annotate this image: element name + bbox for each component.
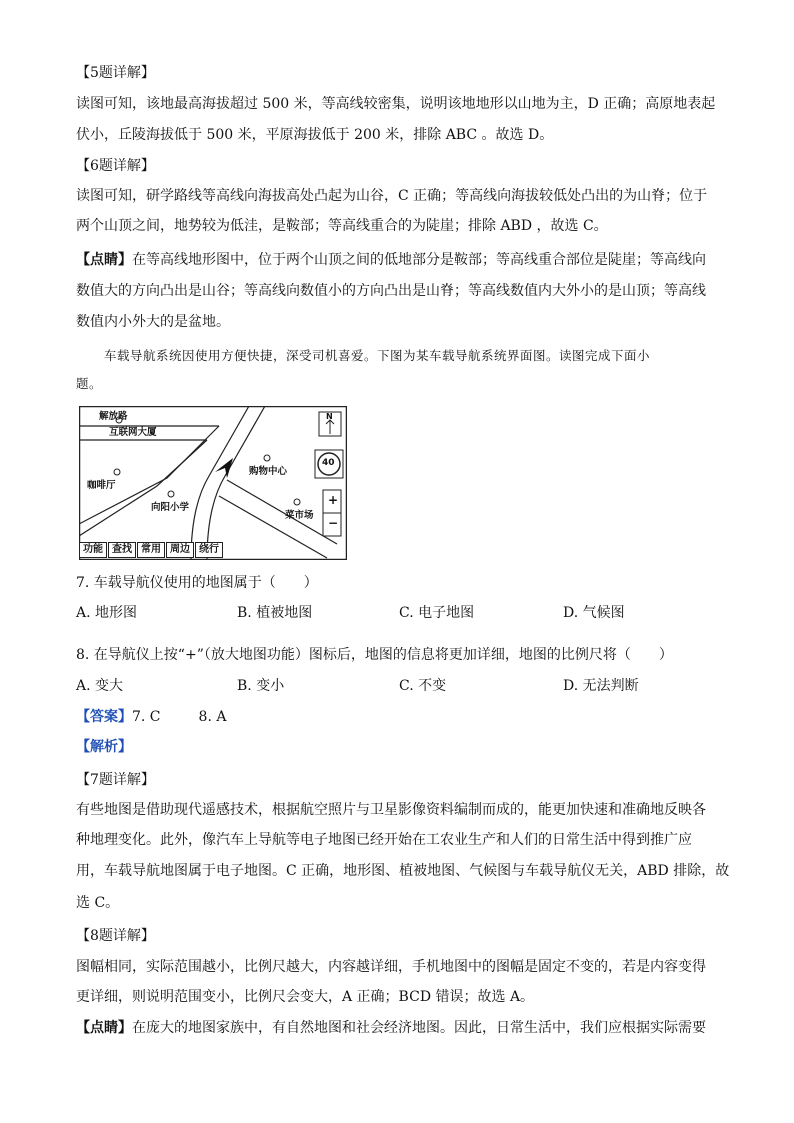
q8-option-d: D. 无法判断	[563, 678, 639, 694]
map-label-internet: 互联网大厦	[109, 427, 157, 438]
q8-options	[76, 676, 716, 696]
zoom-out-button[interactable]: −	[328, 516, 339, 530]
map-label-mall: 购物中心	[249, 466, 288, 477]
d7-line-2: 种地理变化。此外，像汽车上导航等电子地图已经开始在工农业生产和人们的日常生活中得到推广应	[76, 832, 692, 848]
map-label-school: 向阳小学	[151, 502, 190, 513]
q6-line-2: 两个山顶之间，地势较为低洼，是鞍部；等高线重合的为陡崖；排除 ABD ，故选 C。	[76, 218, 608, 234]
map-toolbar	[79, 542, 224, 558]
q7-option-a: A. 地形图	[76, 605, 138, 621]
d8-heading: 【8题详解】	[76, 928, 155, 944]
d8-line-1: 图幅相同，实际范围越小，比例尺越大，内容越详细，手机地图中的图幅是固定不变的，若是内容变得	[76, 959, 706, 975]
toolbar-function[interactable]: 功能	[79, 542, 107, 558]
tip1-line-2: 数值大的方向凸出是山谷；等高线向数值小的方向凸出是山脊；等高线数值内大外小的是山顶；等高线	[76, 283, 706, 299]
toolbar-nearby[interactable]: 周边	[166, 542, 194, 558]
d7-line-3: 用，车载导航地图属于电子地图。C 正确，地形图、植被地图、气候图与车载导航仪无关，ABD 排除，故	[76, 863, 730, 879]
d7-line-1: 有些地图是借助现代遥感技术，根据航空照片与卫星影像资料编制而成的，能更加快速和准确地反映各	[76, 802, 706, 818]
q6-line-1: 读图可知，研学路线等高线向海拔高处凸起为山谷，C 正确；等高线向海拔较低处凸出的为山脊；位于	[76, 188, 708, 204]
answer-8: 8. A	[198, 709, 227, 725]
tip1-line-3: 数值内小外大的是盆地。	[76, 314, 230, 330]
tip1-first: 在等高线地形图中，位于两个山顶之间的低地部分是鞍部；等高线重合部位是陡崖；等高线向	[132, 252, 706, 268]
q8-option-a: A. 变大	[76, 678, 124, 694]
answer-tag: 【答案】	[76, 709, 132, 725]
q7-option-d: D. 气候图	[563, 605, 625, 621]
map-label-market: 菜市场	[285, 510, 314, 521]
d8-line-2: 更详细，则说明范围变小，比例尺会变大，A 正确；BCD 错误；故选 A。	[76, 989, 535, 1005]
q7-stem: 7. 车载导航仪使用的地图属于（ ）	[76, 575, 318, 591]
intro-line-2: 题。	[76, 376, 103, 391]
toolbar-common[interactable]: 常用	[137, 542, 165, 558]
toolbar-search[interactable]: 查找	[108, 542, 136, 558]
answer-7: 7. C	[132, 709, 161, 725]
speed-limit-sign: 40	[322, 458, 335, 468]
toolbar-detour[interactable]: 绕行	[195, 542, 223, 558]
d7-heading: 【7题详解】	[76, 772, 155, 788]
q5-heading: 【5题详解】	[76, 65, 155, 81]
zoom-in-button[interactable]: +	[328, 493, 339, 507]
analysis-heading: 【解析】	[76, 739, 132, 755]
tip2-tag: 【点睛】	[76, 1020, 132, 1036]
intro-line-1: 车载导航系统因使用方便快捷，深受司机喜爱。下图为某车载导航系统界面图。读图完成下面小	[104, 348, 651, 363]
q8-option-b: B. 变小	[237, 678, 285, 694]
d7-line-4: 选 C。	[76, 895, 120, 911]
q5-line-2: 伏小，丘陵海拔低于 500 米，平原海拔低于 200 米，排除 ABC 。故选 D。	[76, 127, 554, 143]
q8-option-c: C. 不变	[399, 678, 447, 694]
north-icon: N	[326, 412, 333, 421]
q7-option-b: B. 植被地图	[237, 605, 313, 621]
q7-option-c: C. 电子地图	[399, 605, 475, 621]
map-label-cafe: 咖啡厅	[87, 480, 116, 491]
answer-line	[76, 707, 226, 727]
map-road-label: 解放路	[99, 411, 128, 422]
tip2-line-1	[76, 1018, 716, 1038]
tip1-line-1	[76, 250, 716, 270]
q6-heading: 【6题详解】	[76, 158, 155, 174]
q5-line-1: 读图可知，该地最高海拔超过 500 米，等高线较密集，说明该地地形以山地为主，D 正确；高原地表起	[76, 96, 716, 112]
navigation-map-figure	[79, 406, 347, 560]
q7-options	[76, 603, 716, 623]
tip2-first: 在庞大的地图家族中，有自然地图和社会经济地图。因此，日常生活中，我们应根据实际需要	[132, 1020, 706, 1036]
q8-stem: 8. 在导航仪上按“+”（放大地图功能）图标后，地图的信息将更加详细，地图的比例尺将（ ）	[76, 647, 673, 663]
tip1-tag: 【点睛】	[76, 252, 132, 268]
